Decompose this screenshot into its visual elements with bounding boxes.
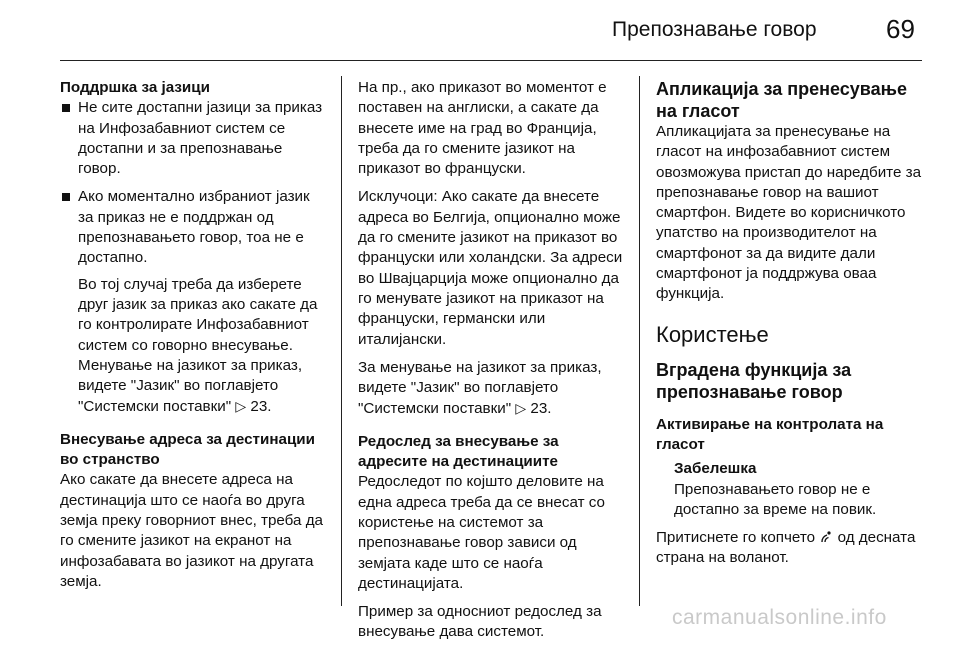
section-heading-foreign-address: Внесување адреса за дестинации во странство bbox=[60, 430, 315, 469]
page-reference: 23. bbox=[530, 400, 552, 418]
page-number: 69 bbox=[886, 14, 915, 44]
paragraph-order-example: Пример за односниот редослед за внесување дава системот. bbox=[358, 603, 602, 641]
paragraph-text: од десната страна на воланот. bbox=[656, 529, 916, 567]
column-3 bbox=[656, 78, 928, 577]
column-1 bbox=[60, 78, 328, 600]
paragraph-example: На пр., ако приказот во моментот е поставен на англиски, а сакате да внесете име на град во Франција, треба да го смените јазикот на приказот во француски. bbox=[358, 79, 607, 178]
paragraph-text: Во тој случај треба да изберете друг јазик за приказ ако сакате да го контролирате Инфозабавниот систем со говорно внесување. Менување на јазикот за приказ, видете "Јазик" во поглавјето "Системски поставки" bbox=[78, 275, 318, 416]
bullet-list bbox=[60, 98, 328, 268]
bullet-item: Не сите достапни јазици за приказ на Инфозабавниот систем се достапни и за препознавање говор. bbox=[60, 98, 328, 179]
column-2 bbox=[358, 78, 628, 651]
paragraph-exceptions: Исклучоци: Ако сакате да внесете адреса во Белгија, опционално може да го смените јазикот на приказот во француски или холандски. За адреси во Швајцарција може опционално да го менувате јазикот на приказот на француски, германски или италијански. bbox=[358, 188, 623, 348]
header-divider bbox=[60, 60, 922, 61]
note-block bbox=[656, 459, 928, 520]
paragraph-input-order: Редоследот по којшто деловите на една адреса треба да се внесат со користење на системот за препознавање говор зависи од земјата каде што се наоѓа дестинацијата. bbox=[358, 473, 605, 592]
watermark: carmanualsonline.info bbox=[672, 606, 887, 629]
note-text: Препознавањето говор не е достапно за време на повик. bbox=[674, 480, 877, 518]
voice-control-button-icon bbox=[819, 529, 837, 546]
section-heading-language-support: Поддршка за јазици bbox=[60, 79, 210, 96]
section-title-voice-passthrough: Апликација за пренесување на гласот bbox=[656, 79, 907, 121]
paragraph-foreign-address: Ако сакате да внесете адреса на дестинација што се наоѓа во друга земја преку говорниот внес, треба да го смените јазикот на екранот на инфозабавата во јазикот на другата земја. bbox=[60, 471, 324, 590]
page-reference-arrow-icon: ▷ bbox=[515, 400, 527, 417]
bullet-item: Ако моментално избраниот јазик за приказ не е поддржан од препознавањето говор, тоа не е достапно. bbox=[60, 187, 328, 268]
paragraph-text: Притиснете го копчето bbox=[656, 529, 816, 547]
column-divider-2 bbox=[639, 76, 640, 606]
column-divider-1 bbox=[341, 76, 342, 606]
section-title-built-in-recognition: Вградена функција за препознавање говор bbox=[656, 359, 852, 402]
page-header-title: Препознавање говор bbox=[612, 18, 817, 41]
section-heading-input-order: Редослед за внесување за адресите на дестинациите bbox=[358, 432, 559, 471]
page-reference: 23. bbox=[250, 398, 272, 416]
chapter-title-usage: Користење bbox=[656, 321, 769, 347]
paragraph-text: За менување на јазикот за приказ, видете "Јазик" во поглавјето "Системски поставки" bbox=[358, 358, 602, 418]
section-heading-activate-voice-control: Активирање на контролата на гласот bbox=[656, 415, 884, 453]
note-title: Забелешка bbox=[674, 460, 757, 478]
paragraph-press-button bbox=[656, 528, 928, 569]
paragraph-select-language bbox=[60, 275, 328, 418]
paragraph-voice-passthrough: Апликацијата за пренесување на гласот на инфозабавниот систем овозможува пристап до наредбите за препознавање говор на вашиот смартфон. Видете во корисничкото упатство на производителот на смартфонот за да видите дали смартфонот ја поддржува оваа функција. bbox=[656, 123, 922, 303]
page-reference-arrow-icon: ▷ bbox=[235, 398, 247, 415]
paragraph-change-language bbox=[358, 358, 628, 420]
